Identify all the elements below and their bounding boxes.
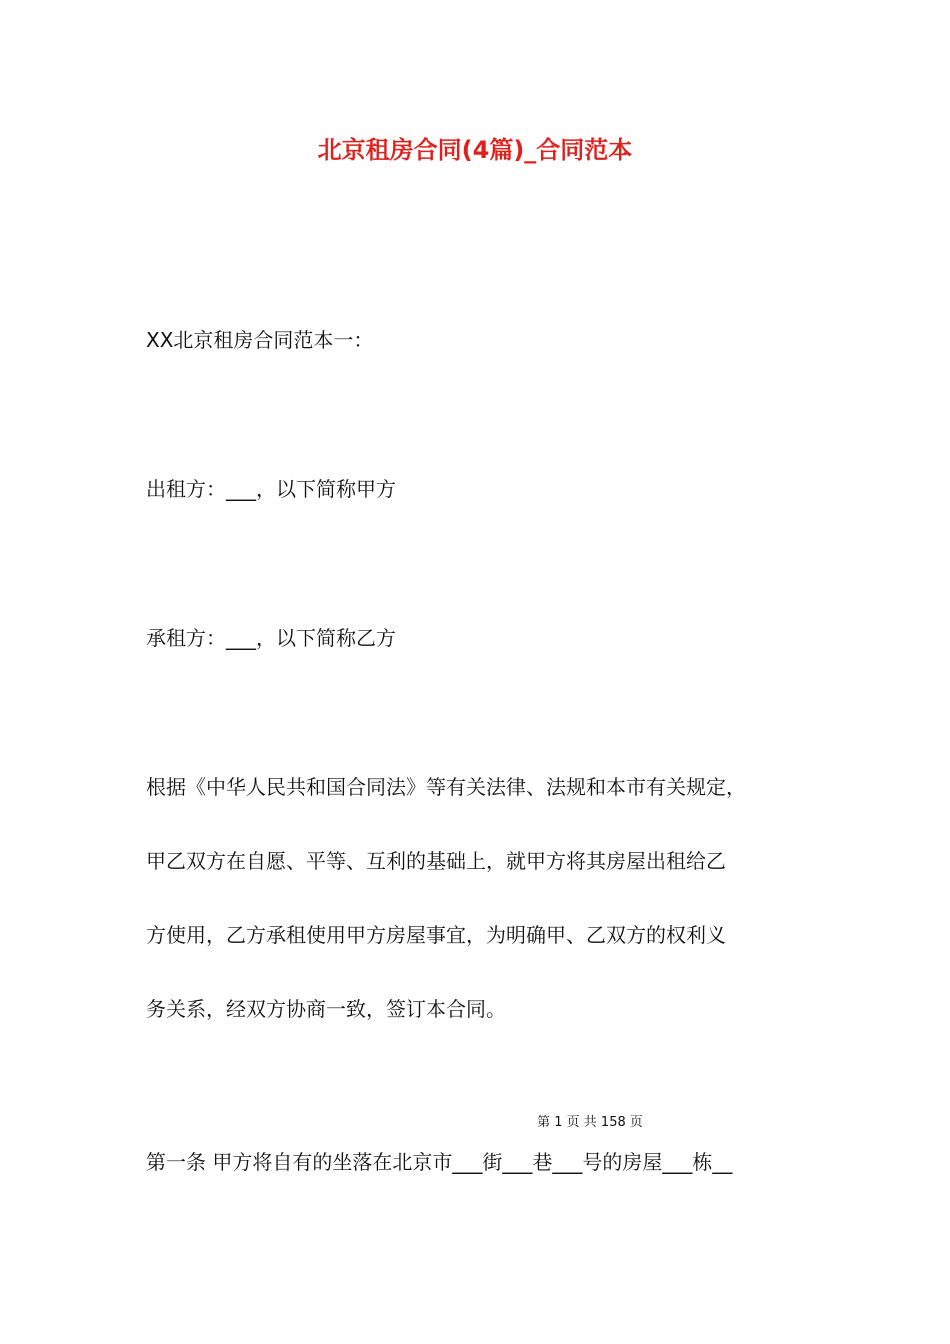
preamble-line: 根据《中华人民共和国合同法》等有关法律、法规和本市有关规定， — [146, 775, 746, 799]
preamble-line: 务关系，经双方协商一致，签订本合同。 — [146, 997, 506, 1021]
article-1-line: 第一条 甲方将自有的坐落在北京市___街___巷___号的房屋___栋__ — [146, 1150, 733, 1174]
document-title: 北京租房合同(4篇)_合同范本 — [317, 136, 633, 164]
preamble-line: 方使用，乙方承租使用甲方房屋事宜，为明确甲、乙双方的权利义 — [146, 923, 726, 947]
lessor-line: 出租方：___，以下简称甲方 — [146, 477, 396, 501]
page-footer: 第 1 页 共 158 页 — [537, 1115, 643, 1130]
preamble-line: 甲乙双方在自愿、平等、互利的基础上，就甲方将其房屋出租给乙 — [146, 849, 726, 873]
lessee-line: 承租方：___，以下简称乙方 — [146, 626, 396, 650]
contract-heading: XX北京租房合同范本一： — [146, 328, 374, 352]
